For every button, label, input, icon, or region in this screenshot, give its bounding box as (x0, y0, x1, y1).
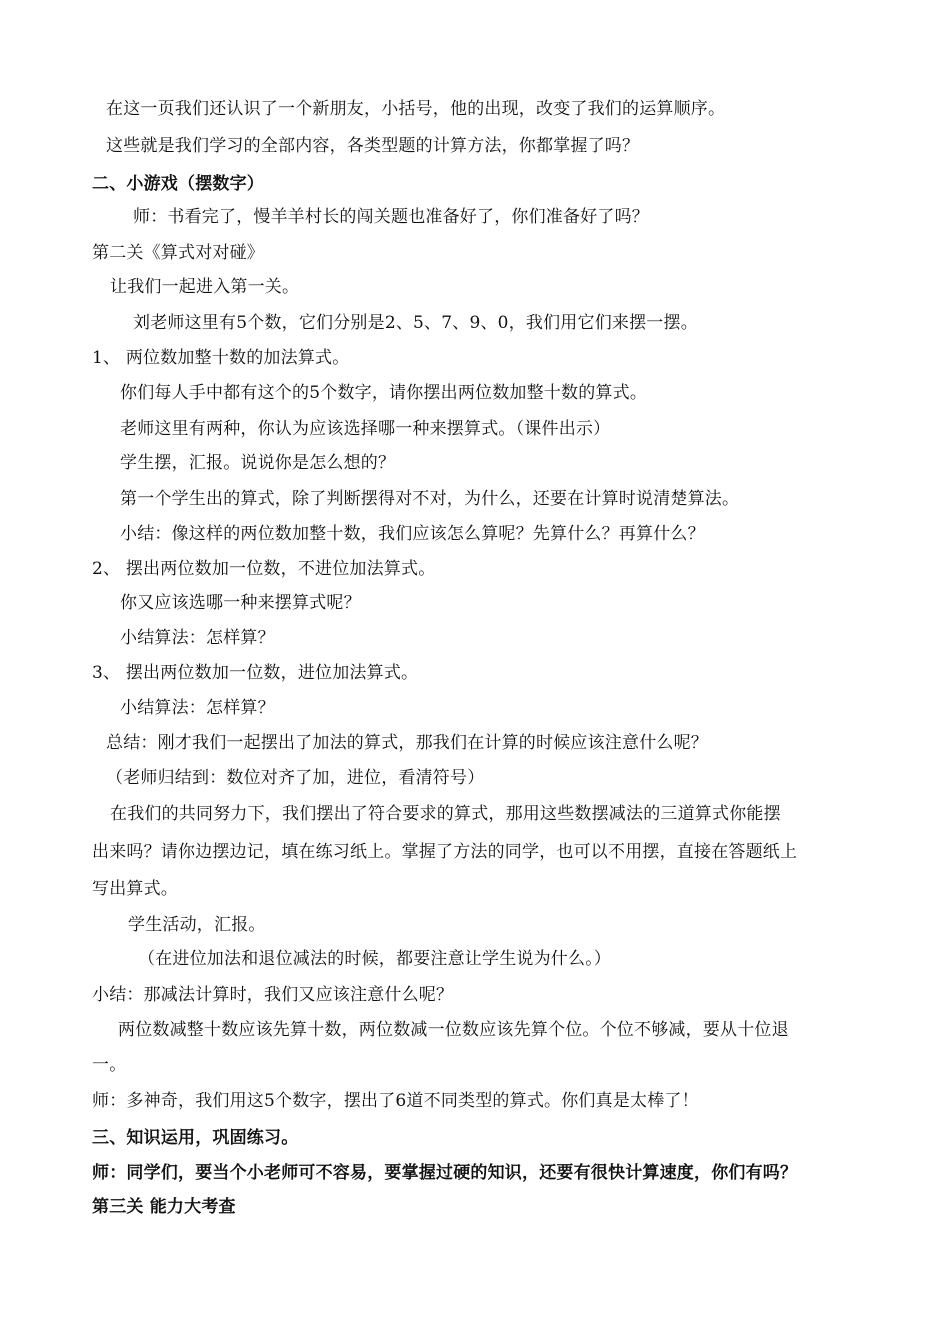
item-one-first-student: 第一个学生出的算式，除了判断摆得对不对，为什么，还要在计算时说清楚算法。 (120, 489, 740, 509)
student-activity: 学生活动，汇报。 (128, 915, 266, 935)
level-two-title: 第二关《算式对对碰》 (92, 243, 264, 263)
item-two-question: 你又应该选哪一种来摆算式呢？ (120, 593, 361, 613)
subtraction-rule-line-2: 一。 (92, 1055, 127, 1075)
item-two-summary: 小结算法：怎样算？ (120, 628, 275, 648)
item-one-report: 学生摆，汇报。说说你是怎么想的？ (120, 453, 396, 473)
paragraph-parentheses-intro: 在这一页我们还认识了一个新朋友，小括号，他的出现，改变了我们的运算顺序。 (106, 99, 726, 119)
item-one-summary: 小结：像这样的两位数加整十数，我们应该怎么算呢？先算什么？再算什么？ (120, 524, 705, 544)
subtraction-rule-line-1: 两位数减整十数应该先算十数，两位数减一位数应该先算个位。个位不够减，要从十位退 (118, 1020, 789, 1040)
level-three-title: 第三关 能力大考查 (92, 1197, 236, 1217)
section-heading-game: 二、小游戏（摆数字） (92, 174, 264, 194)
teacher-conclusion: （老师归结到：数位对齐了加，进位，看清符号） (106, 768, 485, 788)
enter-level-one: 让我们一起进入第一关。 (110, 277, 300, 297)
item-one-choice: 老师这里有两种，你认为应该选择哪一种来摆算式。（课件出示） (120, 419, 611, 439)
teacher-praise: 师：多神奇，我们用这5个数字，摆出了6道不同类型的算式。你们真是太棒了！ (92, 1091, 699, 1111)
section-heading-practice: 三、知识运用，巩固练习。 (92, 1128, 299, 1148)
subtraction-summary-question: 小结：那减法计算时，我们又应该注意什么呢？ (92, 985, 454, 1005)
item-two-heading: 2、 摆出两位数加一位数，不进位加法算式。 (92, 559, 436, 579)
carry-borrow-note: （在进位加法和退位减法的时候，都要注意让学生说为什么。） (138, 949, 612, 969)
addition-summary: 总结：刚才我们一起摆出了加法的算式，那我们在计算的时候应该注意什么呢？ (106, 733, 708, 753)
teacher-challenge: 师：同学们，要当个小老师可不容易，要掌握过硬的知识，还要有很快计算速度，你们有吗？ (92, 1163, 798, 1183)
paragraph-summary-question: 这些就是我们学习的全部内容，各类型题的计算方法，你都掌握了吗？ (106, 136, 640, 156)
item-one-heading: 1、 两位数加整十数的加法算式。 (92, 348, 350, 368)
item-three-summary: 小结算法：怎样算？ (120, 698, 275, 718)
teacher-line-ready: 师：书看完了，慢羊羊村长的闯关题也准备好了，你们准备好了吗？ (133, 207, 649, 227)
item-three-heading: 3、 摆出两位数加一位数，进位加法算式。 (92, 663, 419, 683)
subtraction-task-line-1: 在我们的共同努力下，我们摆出了符合要求的算式，那用这些数摆减法的三道算式你能摆 (110, 804, 781, 824)
item-one-instruction: 你们每人手中都有这个的5个数字，请你摆出两位数加整十数的算式。 (120, 383, 648, 403)
numbers-introduction: 刘老师这里有5个数，它们分别是2、5、7、9、0，我们用它们来摆一摆。 (133, 313, 698, 333)
subtraction-task-line-3: 写出算式。 (92, 879, 178, 899)
subtraction-task-line-2: 出来吗？请你边摆边记，填在练习纸上。掌握了方法的同学，也可以不用摆，直接在答题纸上 (92, 842, 798, 862)
